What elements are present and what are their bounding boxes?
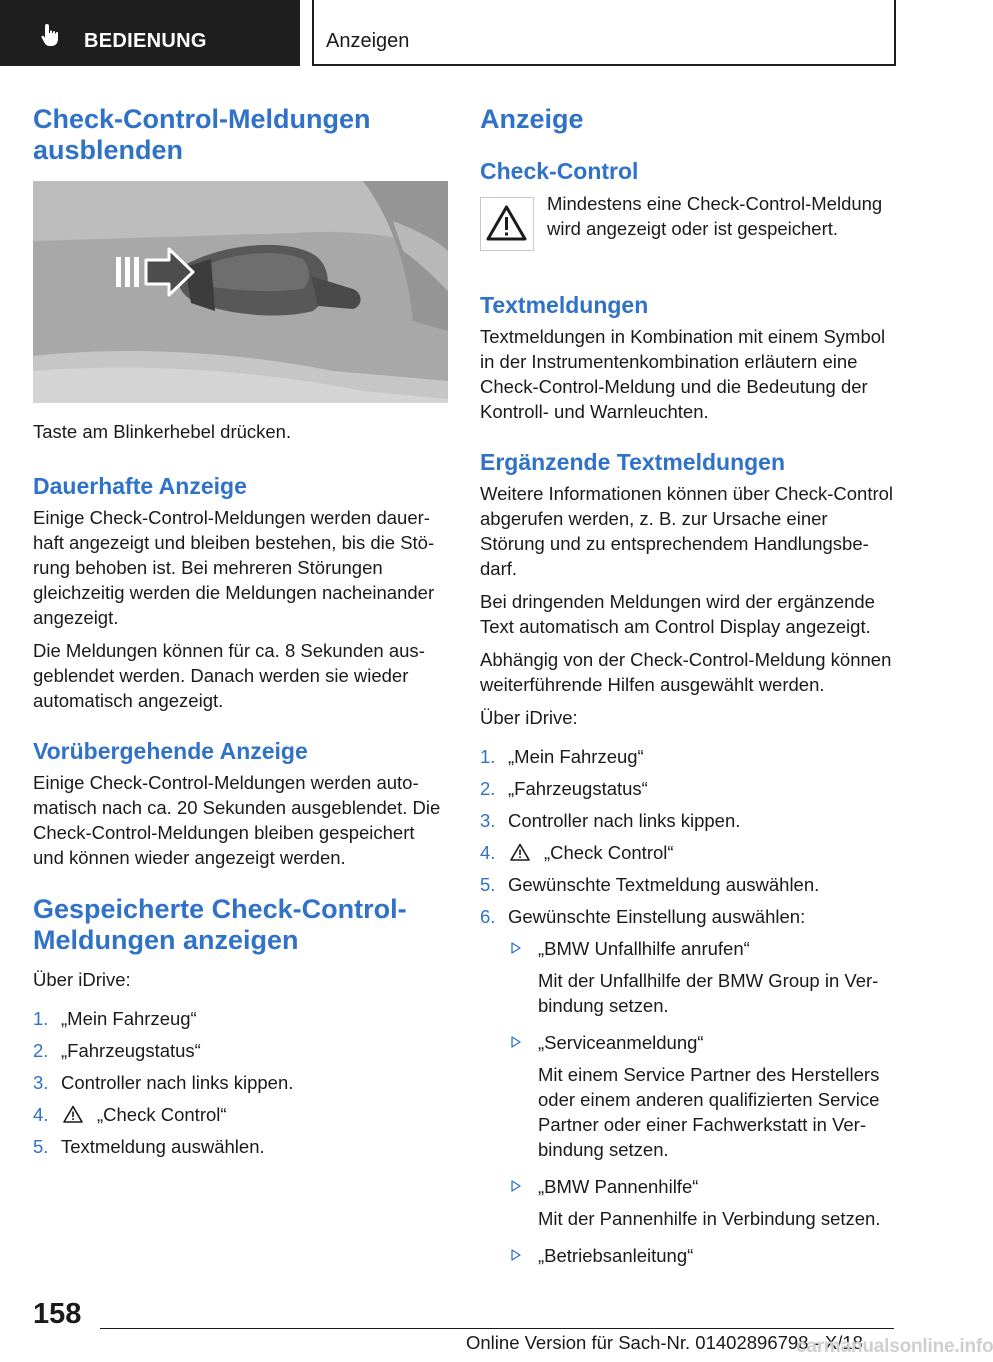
section-heading-hide: Check-Control-Meldungen ausblenden: [33, 104, 371, 165]
triangle-bullet-icon: [511, 1249, 521, 1261]
permanent-paragraph-1: Einige Check-Control-Meldungen werden dauerhaft angezeigt und bleiben bestehen, bis die Störung behoben ist. Bei mehreren Störungen gleichzeitig werden die Meldungen nacheinander angezeigt.: [33, 507, 435, 628]
triangle-bullet-icon: [511, 942, 521, 954]
list-item: 3. Controller nach links kippen.: [480, 810, 741, 831]
list-item: 4. „Check Control“: [33, 1104, 227, 1125]
additional-paragraph-3: Abhängig von der Check-Control-Meldung können weiterführende Hilfen ausgewählt werden.: [480, 649, 892, 695]
list-item: 3. Controller nach links kippen.: [33, 1072, 294, 1093]
list-item: 6. Gewünschte Einstellung auswählen:: [480, 906, 806, 927]
section-tab: [0, 0, 300, 66]
page-number: 158: [33, 1298, 82, 1330]
list-item: 1. „Mein Fahrzeug“: [480, 746, 644, 767]
heading-text-messages: Textmeldungen: [480, 292, 649, 318]
display-steps-list: [480, 744, 896, 929]
list-item: 1. „Mein Fahrzeug“: [33, 1008, 197, 1029]
heading-additional-messages: Ergänzende Textmeldungen: [480, 449, 786, 475]
list-item: 4. „Check Control“: [480, 842, 674, 863]
option-item: „BMW Pannenhilfe“ Mit der Pannenhilfe in Verbindung setzen.: [508, 1174, 896, 1231]
warning-triangle-icon: [510, 843, 530, 861]
figure-caption: Taste am Blinkerhebel drücken.: [33, 421, 292, 442]
text-messages-paragraph: Textmeldungen in Kombination mit einem Symbol in der Instrumentenkombination erläutern eine Check-Control-Meldung und die Bedeutung der Kontroll- und Warnleuchten.: [480, 326, 886, 422]
section-label: BEDIENUNG: [84, 30, 207, 52]
option-item: „Serviceanmeldung“ Mit einem Service Partner des Herstellers oder einem anderen qualifizierten Service Partner oder einer Fachwerkstatt in Verbindung setzen.: [508, 1030, 896, 1162]
triangle-bullet-icon: [511, 1036, 521, 1048]
left-column: [33, 104, 449, 1166]
option-item: „Betriebsanleitung“: [508, 1243, 896, 1268]
heading-permanent: Dauerhafte Anzeige: [33, 473, 247, 499]
right-column: [480, 104, 896, 1280]
warning-triangle-icon: [480, 197, 534, 251]
chapter-title: Anzeigen: [326, 30, 410, 52]
triangle-bullet-icon: [511, 1180, 521, 1192]
watermark: carmanualsonline.info: [796, 1336, 993, 1357]
options-list: [480, 936, 896, 1268]
heading-check-control: Check-Control: [480, 158, 639, 184]
heading-stored-messages: Gespeicherte Check-Control-Meldungen anzeigen: [33, 894, 407, 955]
online-version-note: Online Version für Sach-Nr. 01402896798 - X/18: [466, 1332, 863, 1353]
check-control-row: [480, 191, 896, 271]
stored-steps-list: [33, 1006, 449, 1159]
heading-temporary: Vorübergehende Anzeige: [33, 738, 308, 764]
warning-triangle-icon: [63, 1105, 83, 1123]
heading-display: Anzeige: [480, 104, 584, 134]
check-control-text: Mindestens eine Check-Control-Meldung wird angezeigt oder ist gespeichert.: [547, 193, 883, 239]
idrive-intro: Über iDrive:: [480, 707, 578, 728]
turn-signal-lever-figure: [33, 181, 448, 403]
list-item: 5. Textmeldung auswählen.: [33, 1136, 265, 1157]
list-item: 2. „Fahrzeugstatus“: [33, 1040, 201, 1061]
list-item: 2. „Fahrzeugstatus“: [480, 778, 648, 799]
footer-divider: [100, 1328, 894, 1329]
permanent-paragraph-2: Die Meldungen können für ca. 8 Sekunden ausgeblendet werden. Danach werden sie wieder automatisch angezeigt.: [33, 640, 425, 711]
list-item: 5. Gewünschte Textmeldung auswählen.: [480, 874, 820, 895]
temporary-paragraph: Einige Check-Control-Meldungen werden automatisch nach ca. 20 Sekunden ausgeblendet. Die Check-Control-Meldungen bleiben gespeichert und können wieder angezeigt werden.: [33, 772, 441, 868]
idrive-intro: Über iDrive:: [33, 969, 131, 990]
option-item: „BMW Unfallhilfe anrufen“ Mit der Unfallhilfe der BMW Group in Verbindung setzen.: [508, 936, 896, 1018]
lever-illustration: [33, 181, 448, 403]
additional-paragraph-2: Bei dringenden Meldungen wird der ergänzende Text automatisch am Control Display angezeigt.: [480, 591, 875, 637]
hand-pointer-icon: [38, 22, 64, 48]
additional-paragraph-1: Weitere Informationen können über Check-Control abgerufen werden, z. B. zur Ursache einer Störung und zu entsprechendem Handlungsbedarf.: [480, 483, 894, 579]
